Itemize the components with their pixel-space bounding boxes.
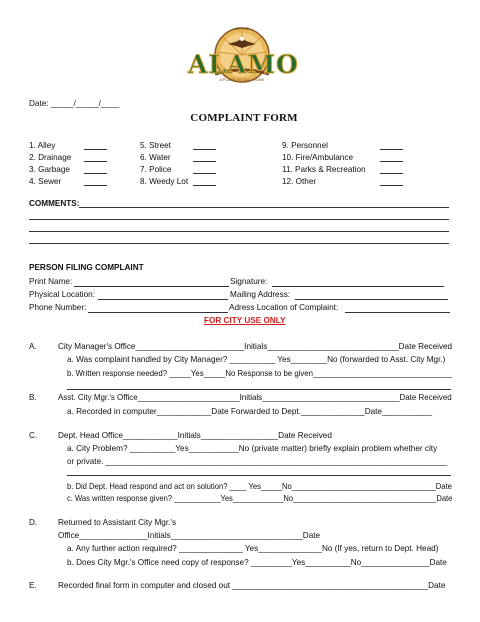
logo-tagline: A PLACE TO CALL HOME xyxy=(219,78,265,82)
comments-line[interactable] xyxy=(29,231,449,232)
category-item: 3. Garbage xyxy=(29,165,70,174)
category-col-1 xyxy=(29,140,71,188)
category-item: 4. Sewer xyxy=(29,177,62,186)
category-item: 9. Personnel xyxy=(282,141,328,150)
category-item: 8. Weedy Lot xyxy=(140,177,189,186)
category-item: 6. Water xyxy=(140,153,171,162)
category-item: 5. Street xyxy=(140,141,171,150)
city-use-only-label: FOR CITY USE ONLY xyxy=(204,316,286,325)
section-b-letter: B. xyxy=(29,393,37,402)
section-a-response-line[interactable] xyxy=(67,389,451,390)
phone-number-label: Phone Number: xyxy=(29,303,87,312)
comments-line[interactable] xyxy=(29,219,449,220)
section-c-letter: C. xyxy=(29,431,38,440)
logo-top-text: CITY OF xyxy=(235,27,249,31)
logo-name: ALAMO xyxy=(188,50,299,79)
section-e-line: Recorded final form in computer and closed out ___________________________________________Date xyxy=(58,581,446,590)
physical-location-field[interactable] xyxy=(98,299,228,300)
category-col-3 xyxy=(282,140,366,188)
category-item: 12. Other xyxy=(282,177,317,186)
category-item: 1. Alley xyxy=(29,141,56,150)
signature-label: Signature: xyxy=(230,277,268,286)
adress-location-label: Adress Location of Complaint: xyxy=(229,303,339,312)
adress-location-field[interactable] xyxy=(345,312,450,313)
phone-number-field[interactable] xyxy=(88,312,228,313)
section-c-question-2: b. Did Dept. Head respond and act on solution? ____ Yes_____No__________________________________Date xyxy=(67,482,452,491)
section-c-line: Dept. Head Office____________Initials_________________Date Received xyxy=(58,431,332,440)
comments-line[interactable] xyxy=(79,207,449,208)
section-a-question-1: a. Was complaint handled by City Manager? __________ Yes________No (forwarded to Asst. City Mgr.) xyxy=(67,355,446,364)
print-name-field[interactable] xyxy=(74,286,229,287)
category-item: 2. Drainage xyxy=(29,153,72,162)
section-e-letter: E. xyxy=(29,581,37,590)
section-c-question-3: c. Was written response given? ___________Yes____________No__________________________________Date xyxy=(67,494,453,503)
category-item: 10. Fire/Ambulance xyxy=(282,153,353,162)
mailing-address-label: Mailing Address: xyxy=(230,290,291,299)
print-name-label: Print Name: xyxy=(29,277,73,286)
section-d-letter: D. xyxy=(29,518,38,527)
category-item: 7. Police xyxy=(140,165,172,174)
section-a-letter: A. xyxy=(29,342,37,351)
section-a-question-2: b. Written response needed? _____Yes_____No Response to be given________________________________ xyxy=(67,369,452,378)
section-d-line-2: Office_______________Initials_____________________________Date xyxy=(58,531,321,540)
physical-location-label: Physical Location: xyxy=(29,290,95,299)
comments-line[interactable] xyxy=(29,243,449,244)
section-c-explain-line[interactable] xyxy=(67,475,451,476)
signature-field[interactable] xyxy=(272,286,444,287)
section-b-line: Asst. City Mgr.'s Office_______________________Initials_______________________________Date Received xyxy=(58,393,452,402)
date-line: Date: _____/_____/____ xyxy=(29,99,120,108)
category-col-2 xyxy=(140,140,188,188)
section-d-question-1: a. Any further action required? ______________ Yes______________No (If yes, return to Dept. Head) xyxy=(67,544,439,553)
section-b-question-1: a. Recorded in computer____________Date Forwarded to Dept.______________Date___________ xyxy=(67,407,433,416)
section-c-question-1-cont: or private. ___________________________________________________________________________ xyxy=(67,457,448,466)
section-a-line: City Manager's Office________________________Initials_____________________________Date Received xyxy=(58,342,453,351)
person-heading: PERSON FILING COMPLAINT xyxy=(29,263,144,272)
form-title: COMPLAINT FORM xyxy=(190,112,298,124)
section-d-line: Returned to Assistant City Mgr.'s xyxy=(58,518,177,527)
section-c-question-1: a. City Problem? __________Yes___________No (private matter) briefly explain problem whether city xyxy=(67,444,438,453)
mailing-address-field[interactable] xyxy=(295,299,448,300)
category-item: 11. Parks & Recreation xyxy=(282,165,366,174)
comments-label: COMMENTS: xyxy=(29,199,80,208)
section-d-question-2: b. Does City Mgr.'s Office need copy of response? _________Yes__________No_______________Date xyxy=(67,558,447,567)
